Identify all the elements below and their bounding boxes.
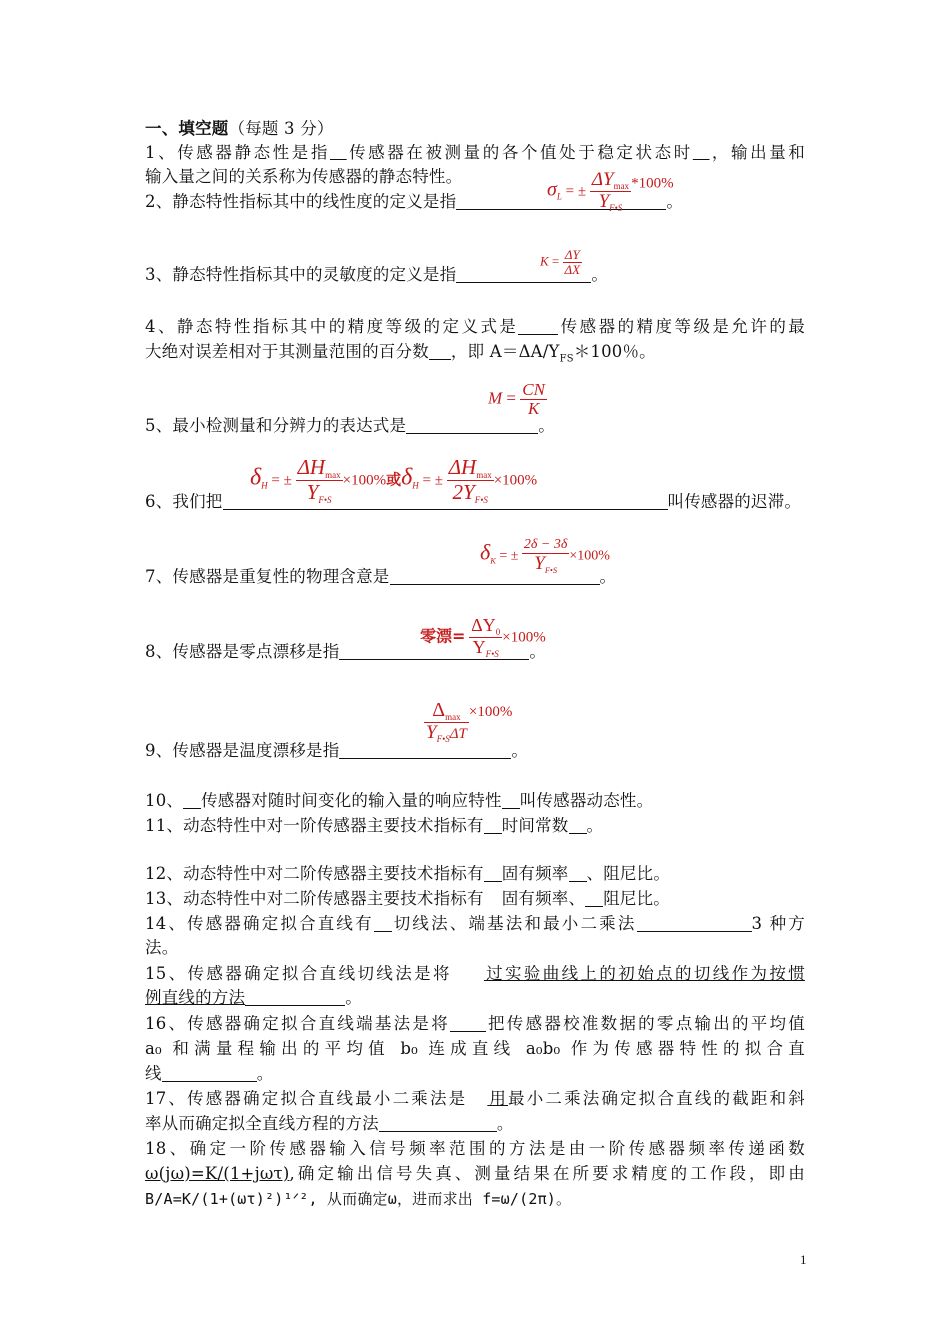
q9-line: 9、传感器是温度漂移是指 。 [145,741,529,760]
page-number: 1 [800,1252,807,1267]
q16-answer: 把传感器校准数据的零点输出的平均值 [485,1014,805,1033]
q5-formula: M = $\frac{CN}{K}$ [488,380,545,418]
q3-end: 。 [591,265,609,284]
q2-label: 2、静态特性指标其中的线性度的定义是指 [145,192,457,211]
q6-label: 6、我们把 [145,492,223,511]
q18-line1: 18、确定一阶传感器输入信号频率范围的方法是由一阶传感器频率传递函数 [145,1139,805,1158]
q15-line2: 例直线的方法 。 [145,988,362,1007]
q5-label: 5、最小检测量和分辨力的表达式是 [145,416,407,435]
q4-line2: 大绝对误差相对于其测量范围的百分数 ，即 $A=\Delta A/Y_{FS}*100$％。 [145,342,656,365]
section-title [145,118,334,140]
q11-line: 11、动态特性中对一阶传感器主要技术指标有 时间常数 。 [145,816,604,835]
q9-label: 9、传感器是温度漂移是指 [145,741,340,760]
q14-answer: 切线法、端基法和最小二乘法 [391,914,637,933]
q8-label: 8、传感器是零点漂移是指 [145,642,340,661]
q11-answer: 时间常数 [501,816,569,835]
q3-formula: K = $\frac{\Delta Y}{\Delta X}$ [540,247,581,277]
q4-answer: 传感器的精度等级是允许的最 [558,317,805,336]
q16-line2: a₀ 和满量程输出的平均值 b₀ 连成直线 a₀b₀ 作为传感器特性的拟合直 [145,1039,805,1058]
q17-answer: 最小二乘法确定拟合直线的截距和斜 [508,1089,805,1108]
q17-line1: 17、传感器确定拟合直线最小二乘法是 用最小二乘法确定拟合直线的截距和斜 [145,1089,805,1108]
q13-answer: 固有频率、 [501,889,586,908]
q13-line: 13、动态特性中对二阶传感器主要技术指标有 固有频率、 阻尼比。 [145,889,671,908]
q9-formula: $\frac{\Delta_{max}}{Y_{F•S}\Delta T}$ ×100% [426,699,513,745]
q18-line2: ω(jω)=K/(1+jωτ),确定输出信号失真、测量结果在所要求精度的工作段，即由 [145,1164,805,1183]
q6-end: 叫传感器的迟滞。 [667,492,802,511]
q10-line: 10、 传感器对随时间变化的输入量的响应特性 叫传感器动态性。 [145,791,654,810]
q5-blank [406,416,538,434]
q5-line: 5、最小检测量和分辨力的表达式是 。 [145,416,555,435]
q6-formula: $\delta_H$ = ± $\frac{\Delta H_{max}}{Y_{F•S}}$ ×100%或$\delta_H$ = ± $\frac{\Delta H_{max}}{2Y_{F•S}}$ ×100% [250,455,538,506]
q1-line1 [145,142,805,164]
q2-end: 。 [666,192,684,211]
q16-line3: 线 。 [145,1064,274,1083]
q16-line1: 16、传感器确定拟合直线端基法是将 把传感器校准数据的零点输出的平均值 [145,1014,805,1033]
q1-answer: 传感器在被测量的各个值处于稳定状态时 [346,143,693,162]
q14-line1: 14、传感器确定拟合直线有 切线法、端基法和最小二乘法 3 种方 [145,914,805,933]
q18-line3: B/A=K/(1+(ωτ)²)¹ᐟ², 从而确定ω，进而求出 f=ω/(2π)。 [145,1190,572,1208]
section-title-note: （每题 3 分） [228,119,334,138]
q2-formula: $\sigma_L$ = ± $\frac{\Delta Y_{max}}{Y_{F•S}}$ *100% [547,169,674,214]
section-title-text: 一、填空题 [145,119,229,138]
q15-answer: 过实验曲线上的初始点的切线作为按惯 [483,964,805,983]
q4-prefix: 4、静态特性指标其中的精度等级的定义式是 [145,317,519,336]
q3-label: 3、静态特性指标其中的灵敏度的定义是指 [145,265,457,284]
q17-line2: 率从而确定拟全直线方程的方法 。 [145,1114,514,1133]
q4-line1 [145,316,805,338]
q7-label: 7、传感器是重复性的物理含意是 [145,567,390,586]
q10-answer: 传感器对随时间变化的输入量的响应特性 [201,791,502,810]
q1-prefix: 1、传感器静态性是指 [145,143,330,162]
q12-line: 12、动态特性中对二阶传感器主要技术指标有 固有频率 、阻尼比。 [145,864,671,883]
q1-suffix: ，输出量和 [709,143,805,162]
q7-line: 7、传感器是重复性的物理含意是 。 [145,567,617,586]
q14-line2: 法。 [145,938,179,957]
q1-line2: 输入量之间的关系称为传感器的静态特性。 [145,167,463,186]
q3-line [145,264,608,286]
q8-formula: 零漂= $\frac{\Delta Y_0}{Y_{F•S}}$ ×100% [420,615,546,660]
q7-formula: $\delta_K$ = ± $\frac{2\delta - 3\delta}{Y_{F•S}}$ ×100% [480,537,610,575]
q12-answer: 固有频率 [501,864,569,883]
q8-line: 8、传感器是零点漂移是指 。 [145,642,547,661]
q15-line1: 15、传感器确定拟合直线切线法是将 过实验曲线上的初始点的切线作为按惯 [145,964,805,983]
